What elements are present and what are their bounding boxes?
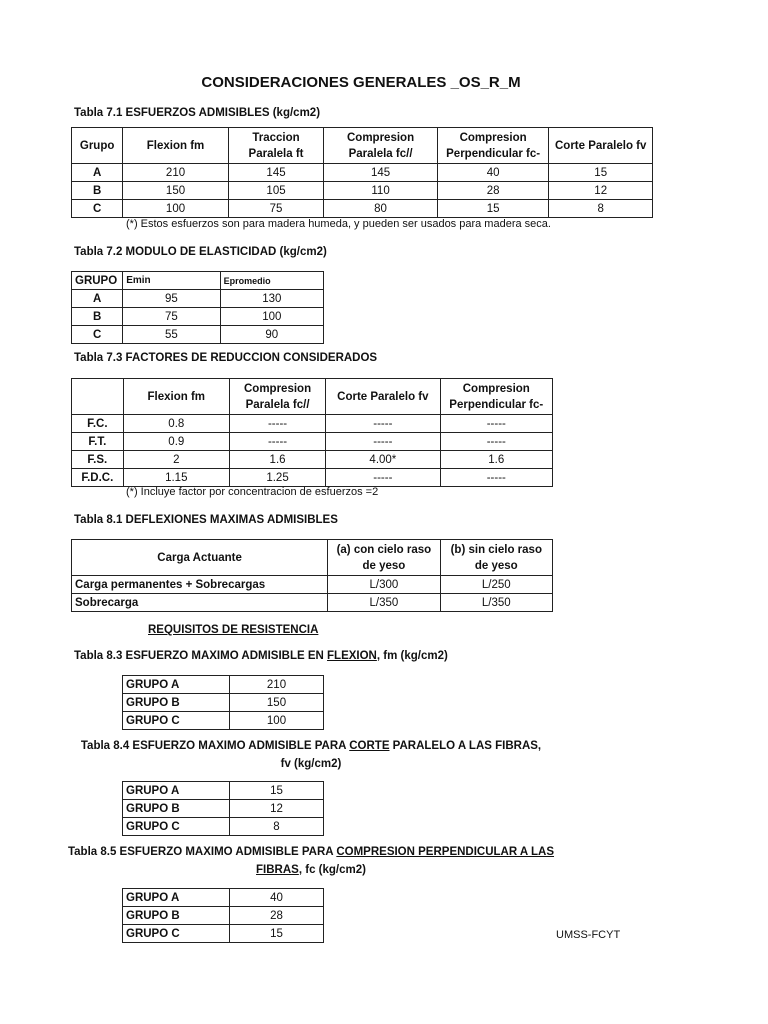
table-cell: 100 <box>230 712 324 730</box>
table-row <box>72 290 324 308</box>
table-cell: 2 <box>123 451 229 469</box>
table-8-5 <box>122 888 324 943</box>
table-row <box>72 576 553 594</box>
table-cell: F.D.C. <box>72 469 124 487</box>
table-cell: L/250 <box>440 576 552 594</box>
table-8-3 <box>122 675 324 730</box>
table-cell: F.S. <box>72 451 124 469</box>
table-cell: 15 <box>437 200 549 218</box>
table-cell: 145 <box>324 164 438 182</box>
footer-text: UMSS-FCYT <box>556 929 621 941</box>
table-cell: 80 <box>324 200 438 218</box>
table-header: (a) con cielo raso de yeso <box>328 540 440 576</box>
table-cell: ----- <box>440 469 552 487</box>
table-cell: 40 <box>230 889 324 907</box>
table-cell: 75 <box>228 200 323 218</box>
table-cell: 100 <box>123 200 229 218</box>
table-row <box>72 200 653 218</box>
table-row <box>123 782 324 800</box>
table-cell: ----- <box>326 433 440 451</box>
table-cell: 40 <box>437 164 549 182</box>
table-cell: 15 <box>230 782 324 800</box>
page-title: CONSIDERACIONES GENERALES _OS_R_M <box>201 74 521 91</box>
table-cell: ----- <box>229 433 325 451</box>
table-cell: 90 <box>220 326 323 344</box>
table-cell: L/300 <box>328 576 440 594</box>
table-header <box>72 379 124 415</box>
table-8-4 <box>122 781 324 836</box>
table-cell: 0.8 <box>123 415 229 433</box>
table-cell: A <box>72 290 123 308</box>
table-header: Grupo <box>72 128 123 164</box>
table-header: (b) sin cielo raso de yeso <box>440 540 552 576</box>
table-cell: ----- <box>326 415 440 433</box>
table-cell: ----- <box>326 469 440 487</box>
table-header: Corte Paralelo fv <box>549 128 653 164</box>
table-cell: F.C. <box>72 415 124 433</box>
table-header: GRUPO <box>72 272 123 290</box>
table-row <box>72 594 553 612</box>
table-cell: 8 <box>230 818 324 836</box>
table-cell: ----- <box>440 415 552 433</box>
table-cell: GRUPO B <box>123 694 230 712</box>
table-8-1 <box>71 539 553 612</box>
table-cell: GRUPO B <box>123 907 230 925</box>
table-cell: 1.15 <box>123 469 229 487</box>
table-7-3-caption: Tabla 7.3 FACTORES DE REDUCCION CONSIDERADOS <box>74 352 378 364</box>
table-cell: L/350 <box>328 594 440 612</box>
table-cell: C <box>72 326 123 344</box>
table-8-3-caption: Tabla 8.3 ESFUERZO MAXIMO ADMISIBLE EN FLEXION, fm (kg/cm2) <box>74 650 448 662</box>
table-header: Carga Actuante <box>72 540 328 576</box>
table-cell: 4.00* <box>326 451 440 469</box>
table-cell: GRUPO A <box>123 782 230 800</box>
table-row <box>123 889 324 907</box>
table-header: Compresion Perpendicular fc- <box>440 379 552 415</box>
table-cell: 150 <box>123 182 229 200</box>
table-cell: C <box>72 200 123 218</box>
table-8-5-caption: Tabla 8.5 ESFUERZO MAXIMO ADMISIBLE PARA COMPRESION PERPENDICULAR A LAS <box>67 846 555 858</box>
table-row <box>123 676 324 694</box>
table-cell: GRUPO B <box>123 800 230 818</box>
table-row <box>123 925 324 943</box>
table-header: Emin <box>123 272 220 290</box>
table-row <box>123 907 324 925</box>
table-header: Corte Paralelo fv <box>326 379 440 415</box>
table-cell: 1.6 <box>440 451 552 469</box>
table-8-1-caption: Tabla 8.1 DEFLEXIONES MAXIMAS ADMISIBLES <box>74 514 338 526</box>
table-cell: ----- <box>440 433 552 451</box>
table-cell: 28 <box>437 182 549 200</box>
table-row <box>72 308 324 326</box>
table-cell: 100 <box>220 308 323 326</box>
table-row <box>123 712 324 730</box>
table-cell: 95 <box>123 290 220 308</box>
table-header: Traccion Paralela ft <box>228 128 323 164</box>
table-row <box>123 818 324 836</box>
table-cell: L/350 <box>440 594 552 612</box>
table-7-3 <box>71 378 553 487</box>
table-cell: Carga permanentes + Sobrecargas <box>72 576 328 594</box>
table-cell: B <box>72 182 123 200</box>
table-row <box>72 164 653 182</box>
table-7-2-caption: Tabla 7.2 MODULO DE ELASTICIDAD (kg/cm2) <box>74 246 327 258</box>
table-8-4-caption-line2: fv (kg/cm2) <box>280 758 342 770</box>
table-cell: A <box>72 164 123 182</box>
table-cell: 150 <box>230 694 324 712</box>
table-header: Compresion Paralela fc// <box>229 379 325 415</box>
table-cell: 130 <box>220 290 323 308</box>
table-header: Epromedio <box>220 272 323 290</box>
table-row <box>72 433 553 451</box>
table-cell: 210 <box>230 676 324 694</box>
table-cell: 1.6 <box>229 451 325 469</box>
table-cell: 12 <box>549 182 653 200</box>
table-cell: 110 <box>324 182 438 200</box>
table-8-5-caption-line2: FIBRAS, fc (kg/cm2) <box>256 864 366 876</box>
table-cell: 15 <box>230 925 324 943</box>
table-header: Compresion Perpendicular fc- <box>437 128 549 164</box>
table-cell: GRUPO A <box>123 889 230 907</box>
table-row <box>123 800 324 818</box>
table-7-1 <box>71 127 653 218</box>
table-cell: ----- <box>229 415 325 433</box>
table-cell: 210 <box>123 164 229 182</box>
table-7-1-note: (*) Estos esfuerzos son para madera humeda, y pueden ser usados para madera seca. <box>126 218 551 230</box>
table-cell: GRUPO C <box>123 712 230 730</box>
table-cell: 75 <box>123 308 220 326</box>
table-7-3-note: (*) Incluye factor por concentracion de esfuerzos =2 <box>126 486 379 498</box>
table-cell: 12 <box>230 800 324 818</box>
table-header: Compresion Paralela fc// <box>324 128 438 164</box>
table-cell: 0.9 <box>123 433 229 451</box>
table-cell: 55 <box>123 326 220 344</box>
table-cell: 15 <box>549 164 653 182</box>
table-header: Flexion fm <box>123 128 229 164</box>
table-row <box>72 451 553 469</box>
table-cell: 8 <box>549 200 653 218</box>
table-cell: GRUPO C <box>123 925 230 943</box>
table-header: Flexion fm <box>123 379 229 415</box>
table-cell: GRUPO A <box>123 676 230 694</box>
table-row <box>72 182 653 200</box>
table-cell: 105 <box>228 182 323 200</box>
table-cell: 1.25 <box>229 469 325 487</box>
table-cell: Sobrecarga <box>72 594 328 612</box>
table-7-2 <box>71 271 324 344</box>
table-row <box>72 326 324 344</box>
table-row <box>72 415 553 433</box>
table-7-1-caption: Tabla 7.1 ESFUERZOS ADMISIBLES (kg/cm2) <box>74 107 321 119</box>
table-cell: 28 <box>230 907 324 925</box>
table-cell: B <box>72 308 123 326</box>
table-cell: GRUPO C <box>123 818 230 836</box>
table-8-4-caption: Tabla 8.4 ESFUERZO MAXIMO ADMISIBLE PARA CORTE PARALELO A LAS FIBRAS, <box>80 740 542 752</box>
table-cell: F.T. <box>72 433 124 451</box>
table-cell: 145 <box>228 164 323 182</box>
section-heading: REQUISITOS DE RESISTENCIA <box>148 624 319 636</box>
table-row <box>72 469 553 487</box>
table-row <box>123 694 324 712</box>
